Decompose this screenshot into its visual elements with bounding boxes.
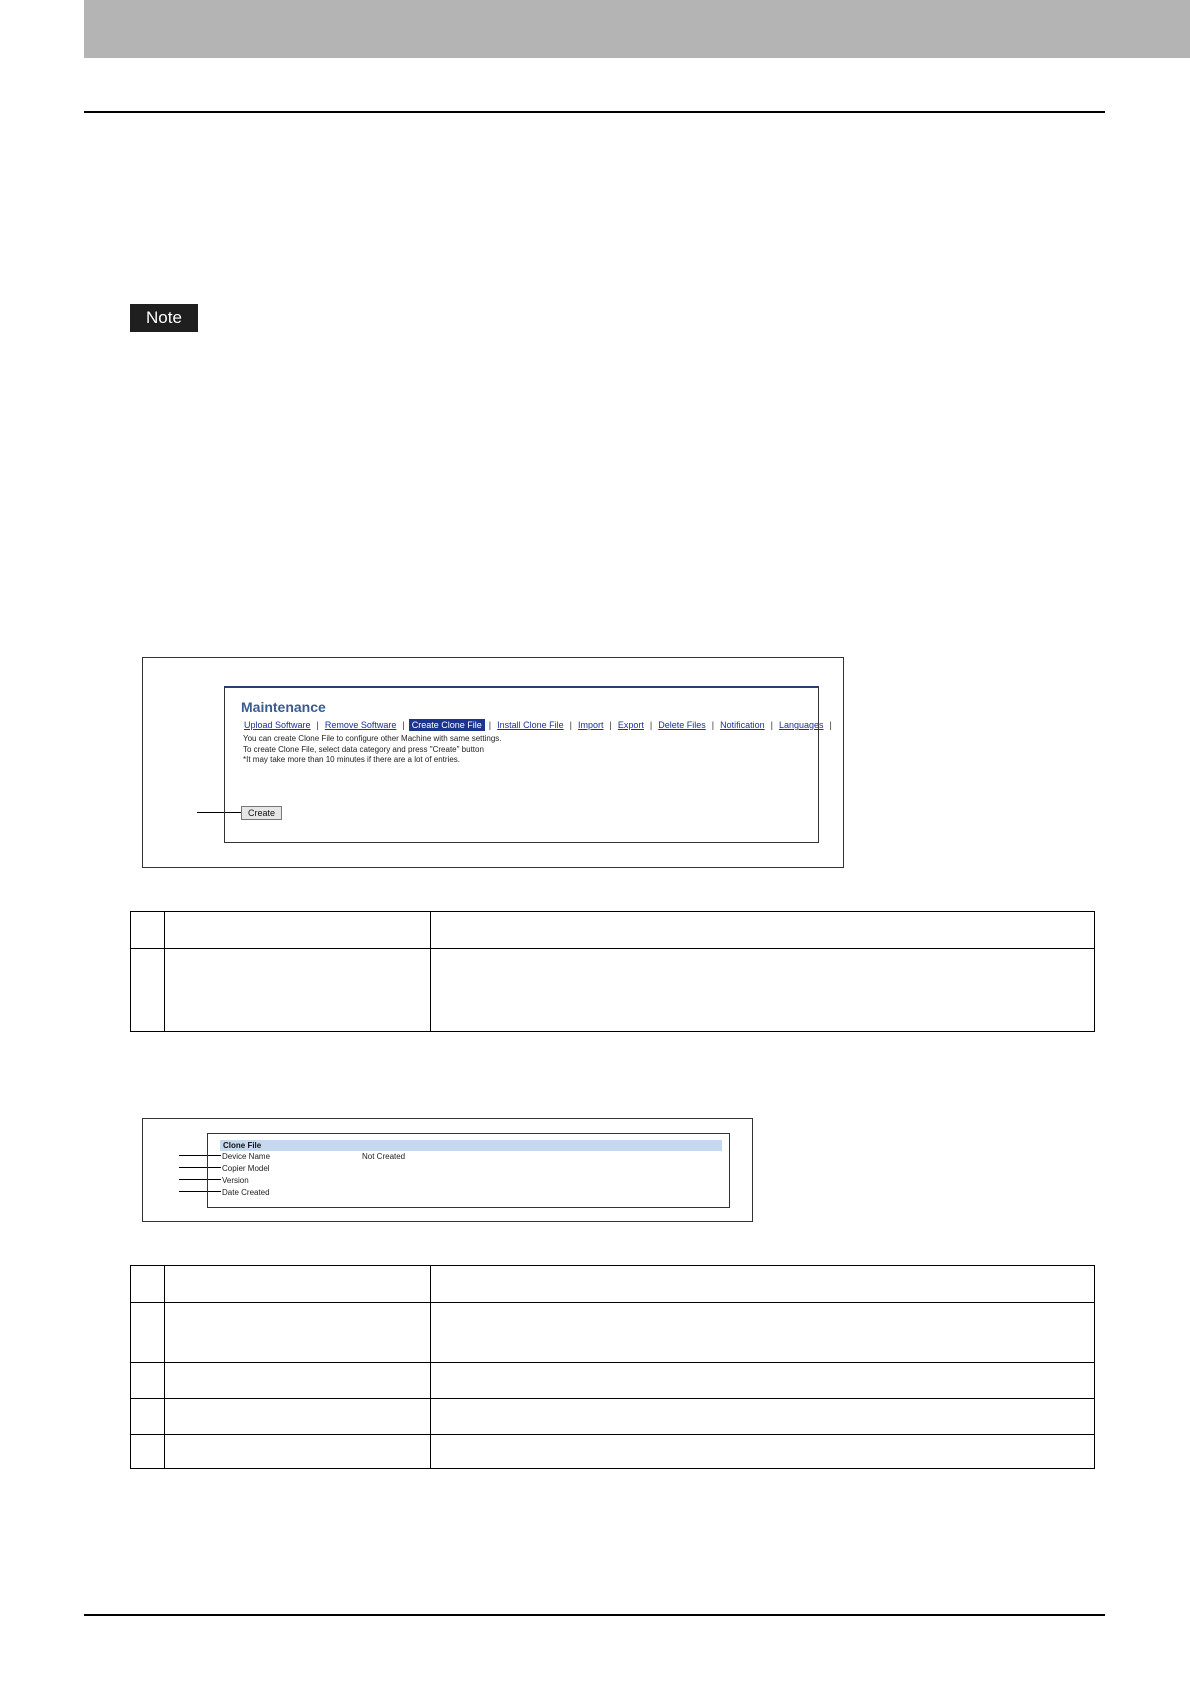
note-badge: Note — [130, 304, 198, 332]
nav-separator: | — [711, 720, 715, 730]
table-row — [131, 1362, 1094, 1398]
nav-separator: | — [402, 720, 405, 730]
nav-delete-files[interactable]: Delete Files — [658, 720, 706, 730]
table-row — [131, 948, 1094, 1031]
nav-separator: | — [649, 720, 653, 730]
nav-notification[interactable]: Notification — [720, 720, 765, 730]
nav-separator: | — [316, 720, 319, 730]
table-cell — [431, 1266, 1094, 1302]
table-cell — [431, 949, 1094, 1031]
table-cell — [131, 912, 165, 948]
device-name-label: Device Name — [222, 1152, 271, 1161]
nav-separator: | — [569, 720, 573, 730]
nav-install-clone-file[interactable]: Install Clone File — [497, 720, 564, 730]
table-cell — [165, 1435, 431, 1468]
description-line: You can create Clone File to configure other Machine with same settings. — [243, 734, 502, 743]
copier-model-label: Copier Model — [222, 1164, 270, 1173]
table-row — [131, 1302, 1094, 1362]
table-cell — [131, 1399, 165, 1434]
top-rule — [84, 111, 1105, 113]
table-cell — [431, 912, 1094, 948]
nav-separator: | — [609, 720, 612, 730]
maintenance-panel — [224, 686, 832, 843]
table-row — [131, 1266, 1094, 1302]
device-name-value: Not Created — [362, 1152, 406, 1161]
nav-separator: | — [770, 720, 773, 730]
header-band — [84, 0, 1190, 58]
date-created-label: Date Created — [222, 1188, 270, 1197]
bottom-rule — [84, 1614, 1105, 1616]
clone-file-screenshot — [142, 1118, 753, 1222]
maintenance-title: Maintenance — [241, 699, 326, 715]
maintenance-description — [243, 734, 502, 766]
table-cell — [165, 1266, 431, 1302]
nav-separator: | — [488, 720, 492, 730]
create-button[interactable]: Create — [241, 806, 282, 820]
table-cell — [431, 1303, 1094, 1362]
maintenance-nav — [242, 719, 836, 731]
table-cell — [131, 1363, 165, 1398]
version-label: Version — [222, 1176, 249, 1185]
nav-languages[interactable]: Languages — [778, 720, 824, 730]
table-cell — [431, 1399, 1094, 1434]
nav-upload-software[interactable]: Upload Software — [244, 720, 311, 730]
table-row — [131, 1434, 1094, 1468]
table-cell — [431, 1363, 1094, 1398]
nav-create-clone-file[interactable]: Create Clone File — [409, 719, 485, 731]
description-line: To create Clone File, select data category and press "Create" button — [243, 744, 484, 754]
nav-import[interactable]: Import — [578, 720, 604, 730]
table-cell — [165, 1399, 431, 1434]
description-line: *It may take more than 10 minutes if there are a lot of entries. — [243, 755, 460, 764]
nav-remove-software[interactable]: Remove Software — [324, 720, 397, 730]
table-cell — [165, 912, 431, 948]
table-cell — [131, 949, 165, 1031]
table-cell — [165, 1363, 431, 1398]
table-row — [131, 912, 1094, 948]
maintenance-screenshot — [142, 657, 844, 868]
table-row — [131, 1398, 1094, 1434]
clone-file-table — [130, 1265, 1095, 1469]
table-cell — [165, 949, 431, 1031]
nav-export[interactable]: Export — [617, 720, 644, 730]
table-cell — [131, 1435, 165, 1468]
table-cell — [431, 1435, 1094, 1468]
table-cell — [165, 1303, 431, 1362]
table-cell — [131, 1303, 165, 1362]
nav-separator: | — [829, 720, 832, 730]
table-cell — [131, 1266, 165, 1302]
clone-file-header: Clone File — [220, 1140, 722, 1151]
create-table — [130, 911, 1095, 1032]
clone-file-panel — [207, 1133, 730, 1208]
